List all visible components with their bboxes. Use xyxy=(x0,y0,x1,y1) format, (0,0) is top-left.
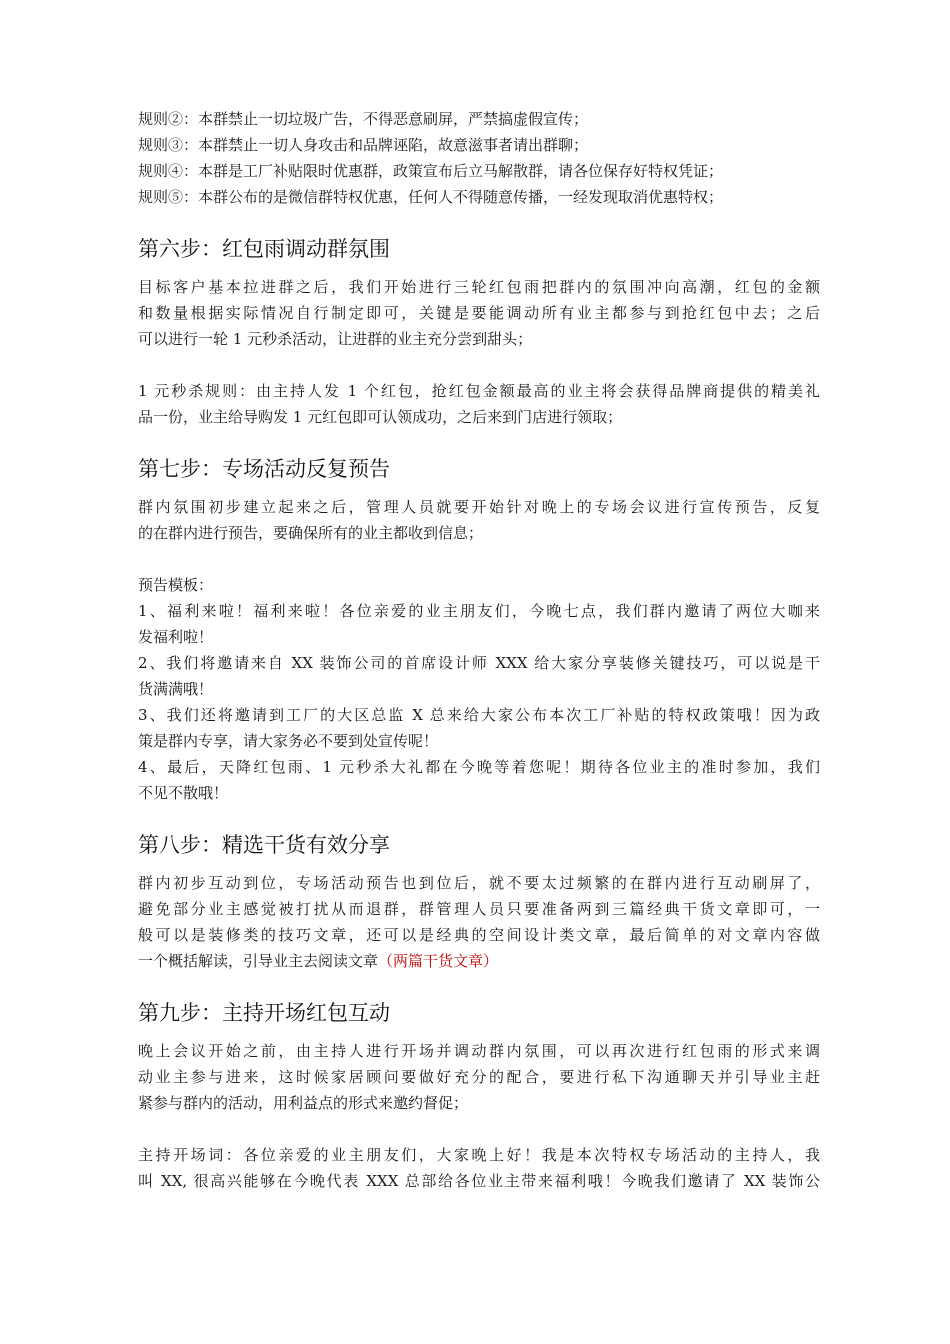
text-line xyxy=(138,948,820,974)
template-items xyxy=(138,598,820,806)
step9-heading: 第九步：主持开场红包互动 xyxy=(138,1001,390,1025)
text-line: 群内初步互动到位，专场活动预告也到位后，就不要太过频繁的在群内进行互动刷屏了， xyxy=(138,874,820,892)
document-page xyxy=(138,106,820,1194)
rule-5: 规则⑤：本群公布的是微信群特权优惠，任何人不得随意传播，一经发现取消优惠特权； xyxy=(138,188,724,206)
text-line: 1 元秒杀规则：由主持人发 1 个红包，抢红包金额最高的业主将会获得品牌商提供的精美礼 xyxy=(138,382,820,400)
rules-list xyxy=(138,106,820,210)
text-line: 叫 XX, 很高兴能够在今晚代表 XXX 总部给各位业主带来福利哦！今晚我们邀请了 XX 装饰公 xyxy=(138,1172,820,1190)
text-line: 品一份，业主给导购发 1 元红包即可认领成功，之后来到门店进行领取； xyxy=(138,408,623,426)
template-item-4-line: 4、最后，天降红包雨、1 元秒杀大礼都在今晚等着您呢！期待各位业主的准时参加，我们 xyxy=(138,758,820,776)
template-label: 预告模板： xyxy=(138,576,214,594)
text-line: 和数量根据实际情况自行制定即可，关键是要能调动所有业主都参与到抢红包中去；之后 xyxy=(138,304,820,322)
article-link-note: （两篇干货文章） xyxy=(378,952,499,970)
template-item-4-line: 不见不散哦！ xyxy=(138,784,229,802)
step6-paragraph-1 xyxy=(138,274,820,352)
step6-heading: 第六步：红包雨调动群氛围 xyxy=(138,237,390,261)
text-line: 主持开场词：各位亲爱的业主朋友们，大家晚上好！我是本次特权专场活动的主持人，我 xyxy=(138,1146,820,1164)
step7-paragraph-1 xyxy=(138,494,820,546)
text-line: 可以进行一轮 1 元秒杀活动，让进群的业主充分尝到甜头； xyxy=(138,330,533,348)
step7-heading: 第七步：专场活动反复预告 xyxy=(138,457,390,481)
text-line: 的在群内进行预告，要确保所有的业主都收到信息； xyxy=(138,524,484,542)
text-line: 避免部分业主感觉被打扰从而退群，群管理人员只要准备两到三篇经典干货文章即可，一 xyxy=(138,900,820,918)
rule-2: 规则②：本群禁止一切垃圾广告，不得恶意刷屏，严禁搞虚假宣传； xyxy=(138,110,589,128)
step8-heading: 第八步：精选干货有效分享 xyxy=(138,833,390,857)
template-item-2-line: 货满满哦！ xyxy=(138,680,214,698)
template-item-3-line: 策是群内专享，请大家务必不要到处宣传呢！ xyxy=(138,732,439,750)
text-span: 一个概括解读，引导业主去阅读文章 xyxy=(138,952,379,970)
text-line: 动业主参与进来，这时候家居顾问要做好充分的配合，要进行私下沟通聊天并引导业主赶 xyxy=(138,1068,820,1086)
text-line: 群内氛围初步建立起来之后，管理人员就要开始针对晚上的专场会议进行宣传预告，反复 xyxy=(138,498,820,516)
step9-paragraph-2 xyxy=(138,1142,820,1194)
rule-3: 规则③：本群禁止一切人身攻击和品牌诬陷，故意滋事者请出群聊； xyxy=(138,136,589,154)
template-item-1-line: 发福利啦！ xyxy=(138,628,214,646)
step8-paragraph-1 xyxy=(138,870,820,974)
template-item-1-line: 1、福利来啦！福利来啦！各位亲爱的业主朋友们，今晚七点，我们群内邀请了两位大咖来 xyxy=(138,602,820,620)
text-line: 晚上会议开始之前，由主持人进行开场并调动群内氛围，可以再次进行红包雨的形式来调 xyxy=(138,1042,820,1060)
rule-4: 规则④：本群是工厂补贴限时优惠群，政策宣布后立马解散群，请各位保存好特权凭证； xyxy=(138,162,724,180)
template-item-3-line: 3、我们还将邀请到工厂的大区总监 X 总来给大家公布本次工厂补贴的特权政策哦！因为政 xyxy=(138,706,820,724)
step6-paragraph-2 xyxy=(138,378,820,430)
step9-paragraph-1 xyxy=(138,1038,820,1116)
text-line: 目标客户基本拉进群之后，我们开始进行三轮红包雨把群内的氛围冲向高潮，红包的金额 xyxy=(138,278,820,296)
text-line: 般可以是装修类的技巧文章，还可以是经典的空间设计类文章，最后简单的对文章内容做 xyxy=(138,926,820,944)
text-line: 紧参与群内的活动，用利益点的形式来邀约督促； xyxy=(138,1094,469,1112)
template-item-2-line: 2、我们将邀请来自 XX 装饰公司的首席设计师 XXX 给大家分享装修关键技巧，可以说是干 xyxy=(138,654,820,672)
